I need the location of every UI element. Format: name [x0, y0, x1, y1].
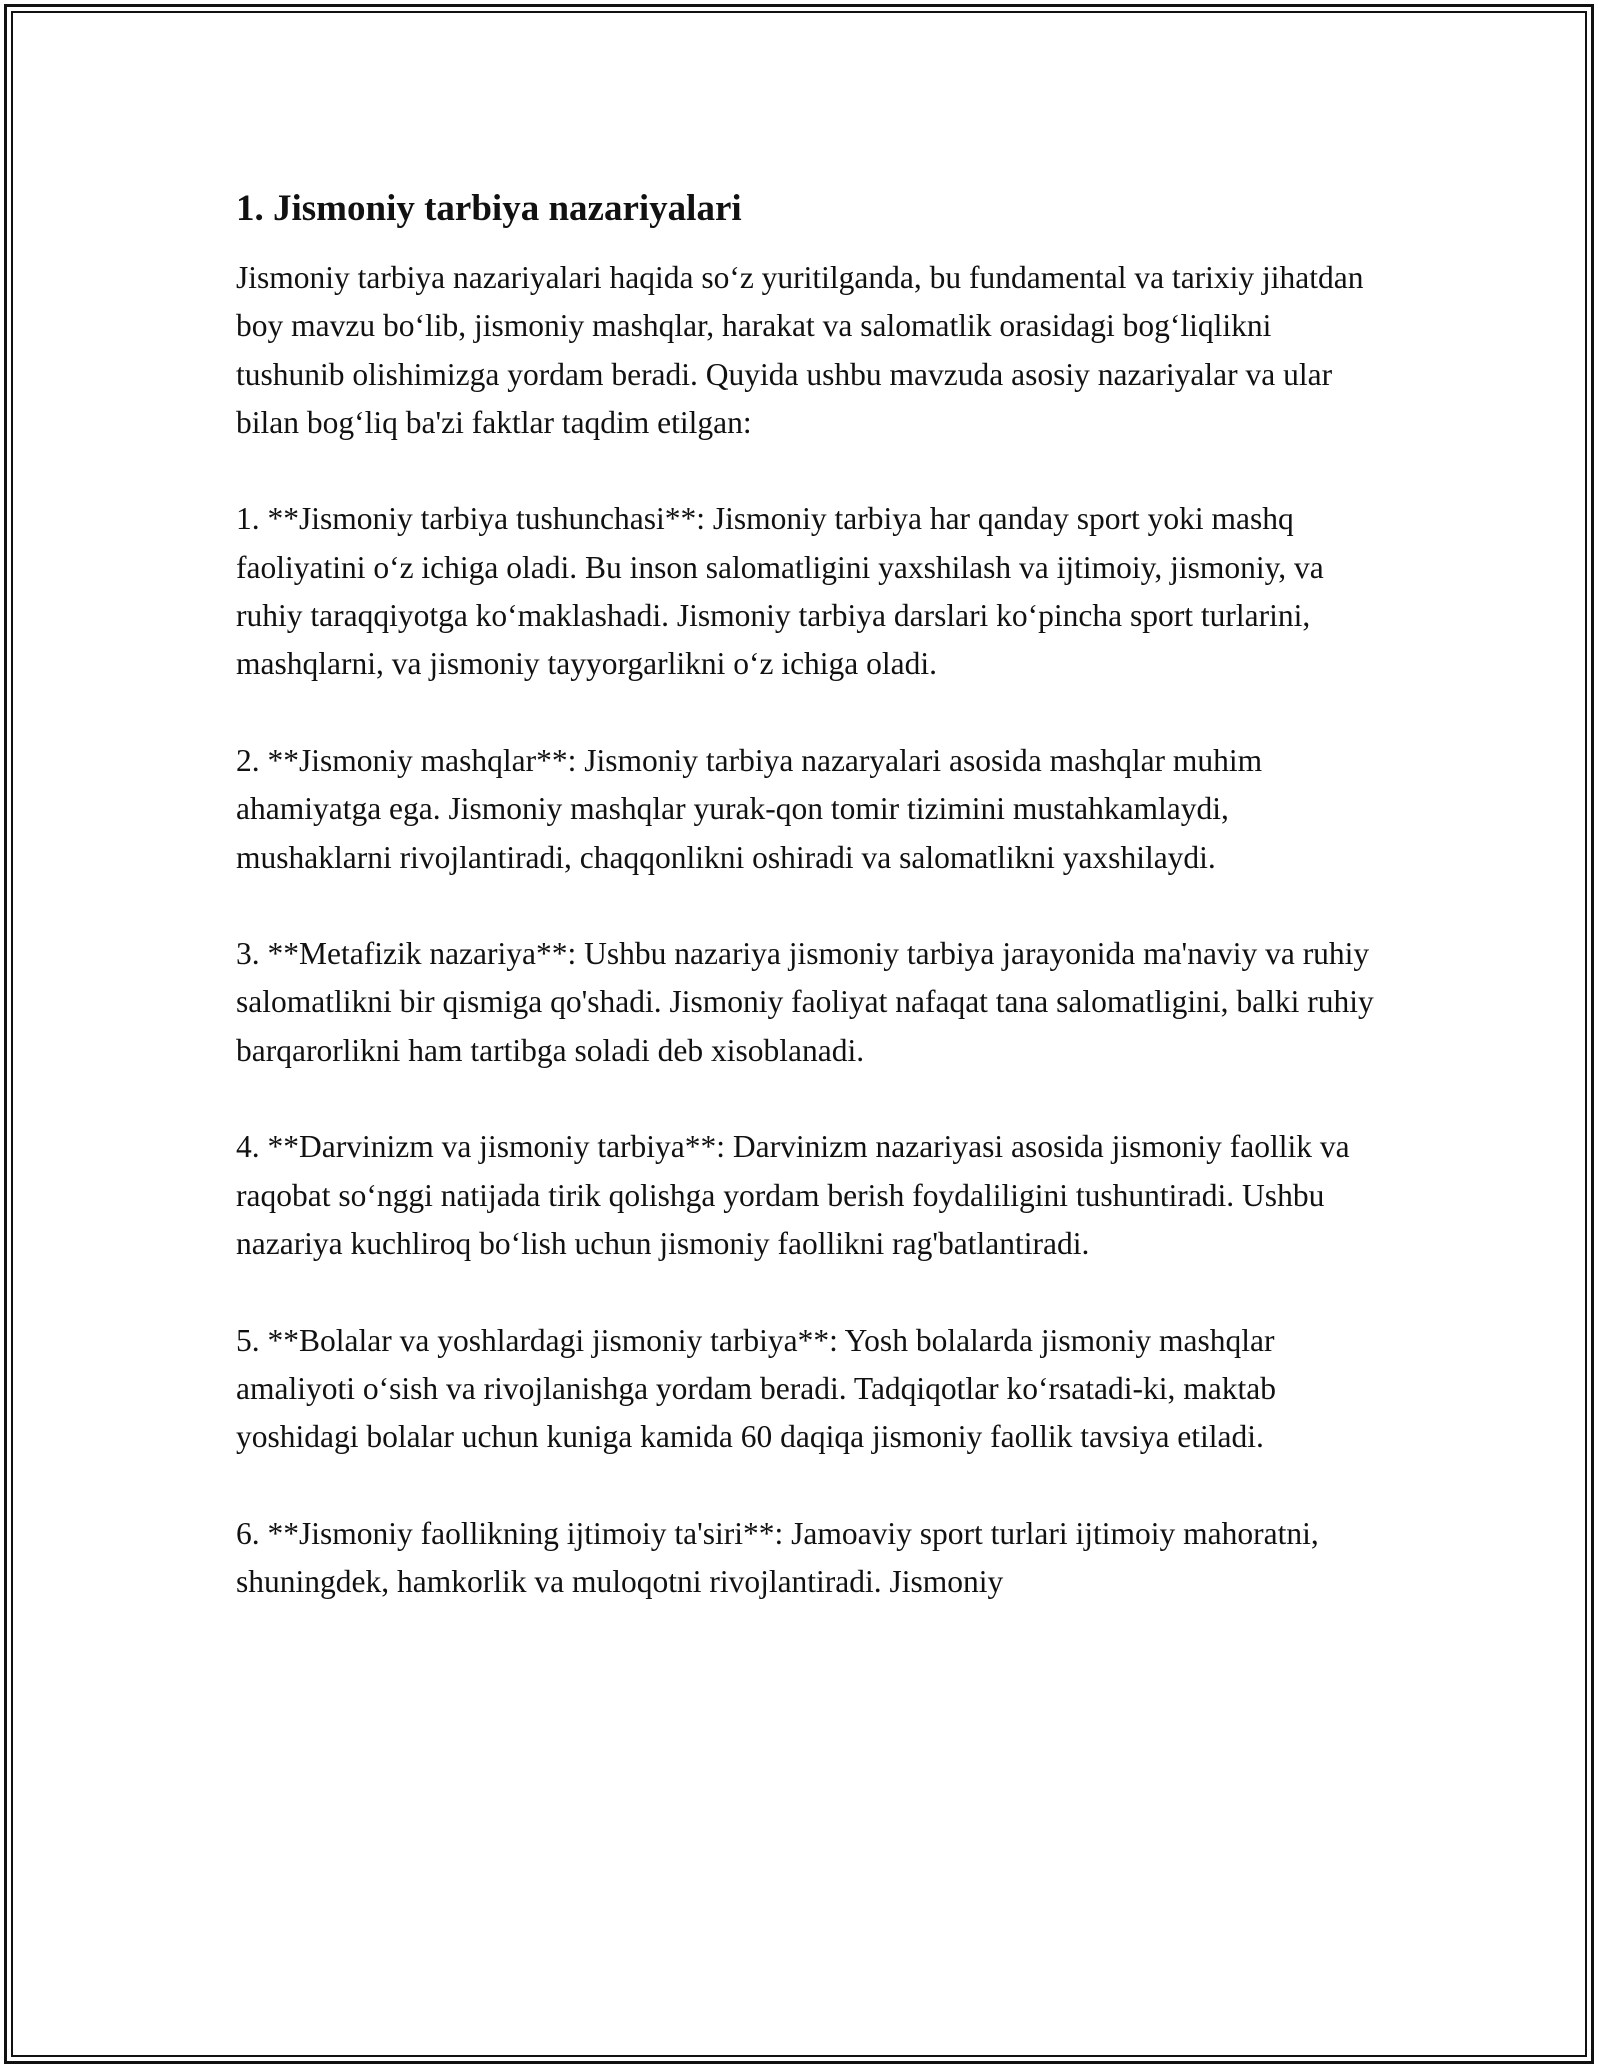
list-item-4: 4. **Darvinizm va jismoniy tarbiya**: Darvinizm nazariyasi asosida jismoniy faollik va raqobat so‘nggi natijada tirik qolishga yordam berish foydaliligini tushuntiradi. Ushbu nazariya kuchliroq bo‘lish uchun jismoniy faollikni rag'batlantiradi. [236, 1129, 1350, 1261]
list-item-1: 1. **Jismoniy tarbiya tushunchasi**: Jismoniy tarbiya har qanday sport yoki mashq faoliyatini o‘z ichiga oladi. Bu inson salomatligini yaxshilash va ijtimoiy, jismoniy, va ruhiy taraqqiyotga ko‘maklashadi. Jismoniy tarbiya darslari ko‘pincha sport turlarini, mashqlarni, va jismoniy tayyorgarlikni o‘z ichiga oladi. [236, 501, 1324, 682]
list-item-2: 2. **Jismoniy mashqlar**: Jismoniy tarbiya nazaryalari asosida mashqlar muhim ahamiyatga ega. Jismoniy mashqlar yurak-qon tomir tizimini mustahkamlaydi, mushaklarni rivojlantiradi, chaqqonlikni oshiradi va salomatlikni yaxshilaydi. [236, 742, 1263, 875]
list-item-6: 6. **Jismoniy faollikning ijtimoiy ta'siri**: Jamoaviy sport turlari ijtimoiy mahoratni, shuningdek, hamkorlik va muloqotni rivojlantiradi. Jismoniy [236, 1515, 1319, 1600]
list-item-3: 3. **Metafizik nazariya**: Ushbu nazariya jismoniy tarbiya jarayonida ma'naviy va ruhiy salomatlikni bir qismiga qo'shadi. Jismoniy faoliyat nafaqat tana salomatligini, balki ruhiy barqarorlikni ham tartibga soladi deb xisoblanadi. [236, 936, 1374, 1068]
intro-paragraph: Jismoniy tarbiya nazariyalari haqida so‘z yuritilganda, bu fundamental va tarixiy jihatdan boy mavzu bo‘lib, jismoniy mashqlar, harakat va salomatlik orasidagi bog‘liqlikni tushunib olishimizga yordam beradi. Quyida ushbu mavzuda asosiy nazariyalar va ular bilan bog‘liq ba'zi faktlar taqdim etilgan: [236, 260, 1364, 440]
list-item-5: 5. **Bolalar va yoshlardagi jismoniy tarbiya**: Yosh bolalarda jismoniy mashqlar amaliyoti o‘sish va rivojlanishga yordam beradi. Tadqiqotlar ko‘rsatadi-ki, maktab yoshidagi bolalar uchun kuniga kamida 60 daqiqa jismoniy faollik tavsiya etiladi. [236, 1322, 1276, 1455]
document-body [236, 186, 1376, 1655]
section-heading: 1. Jismoniy tarbiya nazariyalari [236, 188, 742, 229]
